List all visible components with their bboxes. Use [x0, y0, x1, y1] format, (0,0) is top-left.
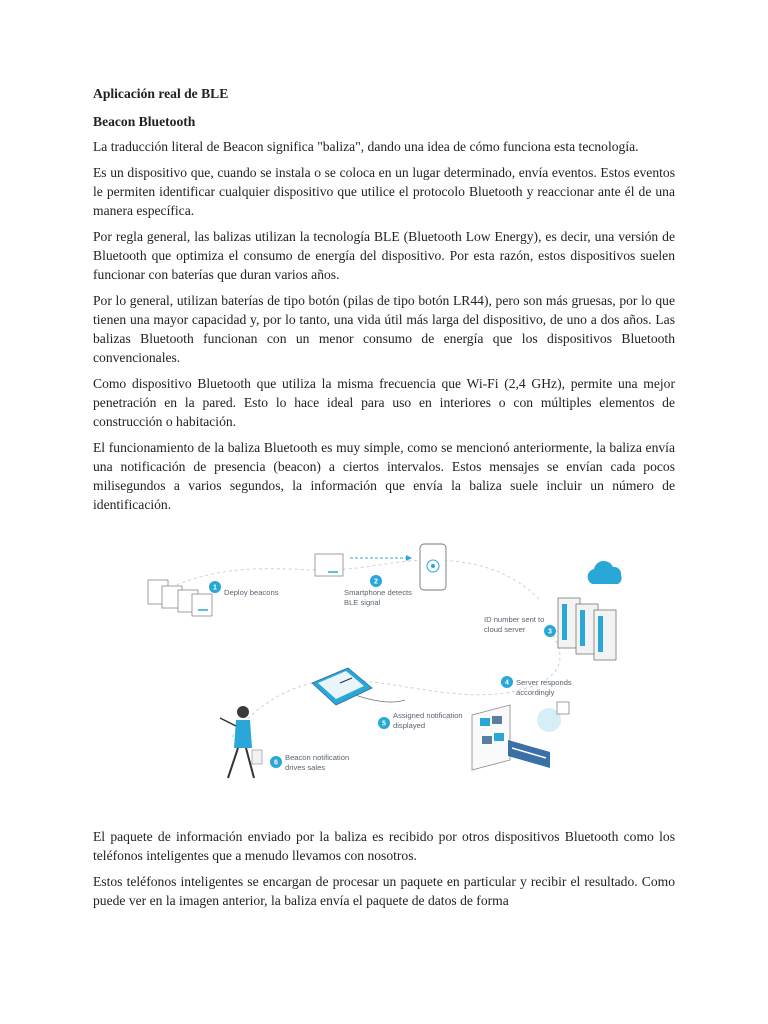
- paragraph-2: Es un dispositivo que, cuando se instala o se coloca en un lugar determinado, envía eventos. Estos eventos le permiten identificar cualquier dispositivo que utilice el protocolo Bluetooth y reaccionar ante él de una manera específica.: [93, 165, 675, 218]
- paragraph-3: Por regla general, las balizas utilizan la tecnología BLE (Bluetooth Low Energy), es decir, una versión de Bluetooth que optimiza el consumo de energía del dispositivo. Por esta razón, estos dispositivos suelen funcionar con baterías que duran varios años.: [93, 229, 675, 282]
- svg-text:Deploy beacons: Deploy beacons: [224, 588, 279, 597]
- store-shelf-icon: [472, 702, 569, 770]
- svg-text:6: 6: [274, 759, 278, 767]
- svg-text:displayed: displayed: [393, 721, 426, 730]
- paragraph-7: El paquete de información enviado por la baliza es recibido por otros dispositivos Bluetooth como los teléfonos inteligentes que a menudo llevamos con nosotros.: [93, 829, 675, 863]
- beacon-icon: [315, 554, 343, 576]
- svg-text:5: 5: [382, 720, 386, 728]
- step-4-label: [501, 676, 572, 697]
- svg-text:drives sales: drives sales: [285, 763, 326, 772]
- svg-text:Beacon notification: Beacon notification: [285, 753, 350, 762]
- paragraph-5: Como dispositivo Bluetooth que utiliza la misma frecuencia que Wi-Fi (2,4 GHz), permite una mejor penetración en la pared. Esto lo hace ideal para uso en interiores o con múltiples elementos de construcción o habitación.: [93, 376, 675, 429]
- svg-text:1: 1: [213, 584, 217, 592]
- svg-text:4: 4: [505, 679, 509, 687]
- beacons-icon: [148, 580, 212, 616]
- section-heading: Beacon Bluetooth: [93, 114, 196, 129]
- svg-text:2: 2: [374, 578, 378, 586]
- svg-text:BLE signal: BLE signal: [344, 598, 381, 607]
- paragraph-1: La traducción literal de Beacon significa "baliza", dando una idea de cómo funciona esta tecnología.: [93, 139, 639, 154]
- document-body-continued: [93, 827, 675, 917]
- document-body: [93, 84, 675, 521]
- server-rack-icon: [558, 598, 616, 660]
- svg-text:accordingly: accordingly: [516, 688, 555, 697]
- shopper-icon: [220, 706, 262, 778]
- svg-text:Assigned notification: Assigned notification: [393, 711, 463, 720]
- signal-arrow-icon: [350, 555, 412, 561]
- svg-text:cloud server: cloud server: [484, 625, 526, 634]
- cloud-icon: [588, 561, 622, 584]
- paragraph-6: El funcionamiento de la baliza Bluetooth es muy simple, como se mencionó anteriormente, la baliza envía una notificación de presencia (beacon) a ciertos intervalos. Estos mensajes se envían cada pocos milisegundos a varios segundos, la información que envía la baliza suele incluir un número de identificación.: [93, 440, 675, 512]
- smartphone-icon: [420, 544, 446, 590]
- paragraph-4: Por lo general, utilizan baterías de tipo botón (pilas de tipo botón LR44), pero son más gruesas, por lo que tienen una mayor capacidad y, por lo tanto, una vida útil más larga del dispositivo, de uno a dos años. Las balizas Bluetooth funcionan con un menor consumo de energía que los dispositivos Bluetooth convencionales.: [93, 293, 675, 365]
- document-title: Aplicación real de BLE: [93, 86, 229, 101]
- step-2-label: [344, 575, 412, 607]
- beacon-workflow-illustration: [140, 540, 635, 792]
- step-3-label: [484, 615, 556, 637]
- paragraph-8: Estos teléfonos inteligentes se encargan de procesar un paquete en particular y recibir el resultado. Como puede ver en la imagen anterior, la baliza envía el paquete de datos de forma: [93, 874, 675, 908]
- svg-text:ID number sent to: ID number sent to: [484, 615, 545, 624]
- step-5-label: [378, 711, 463, 730]
- step-6-label: [270, 753, 349, 772]
- step-1-label: [209, 581, 279, 597]
- svg-text:Server responds: Server responds: [516, 678, 572, 687]
- phone-in-hand-icon: [312, 668, 405, 705]
- svg-text:3: 3: [548, 628, 552, 636]
- svg-text:Smartphone detects: Smartphone detects: [344, 588, 412, 597]
